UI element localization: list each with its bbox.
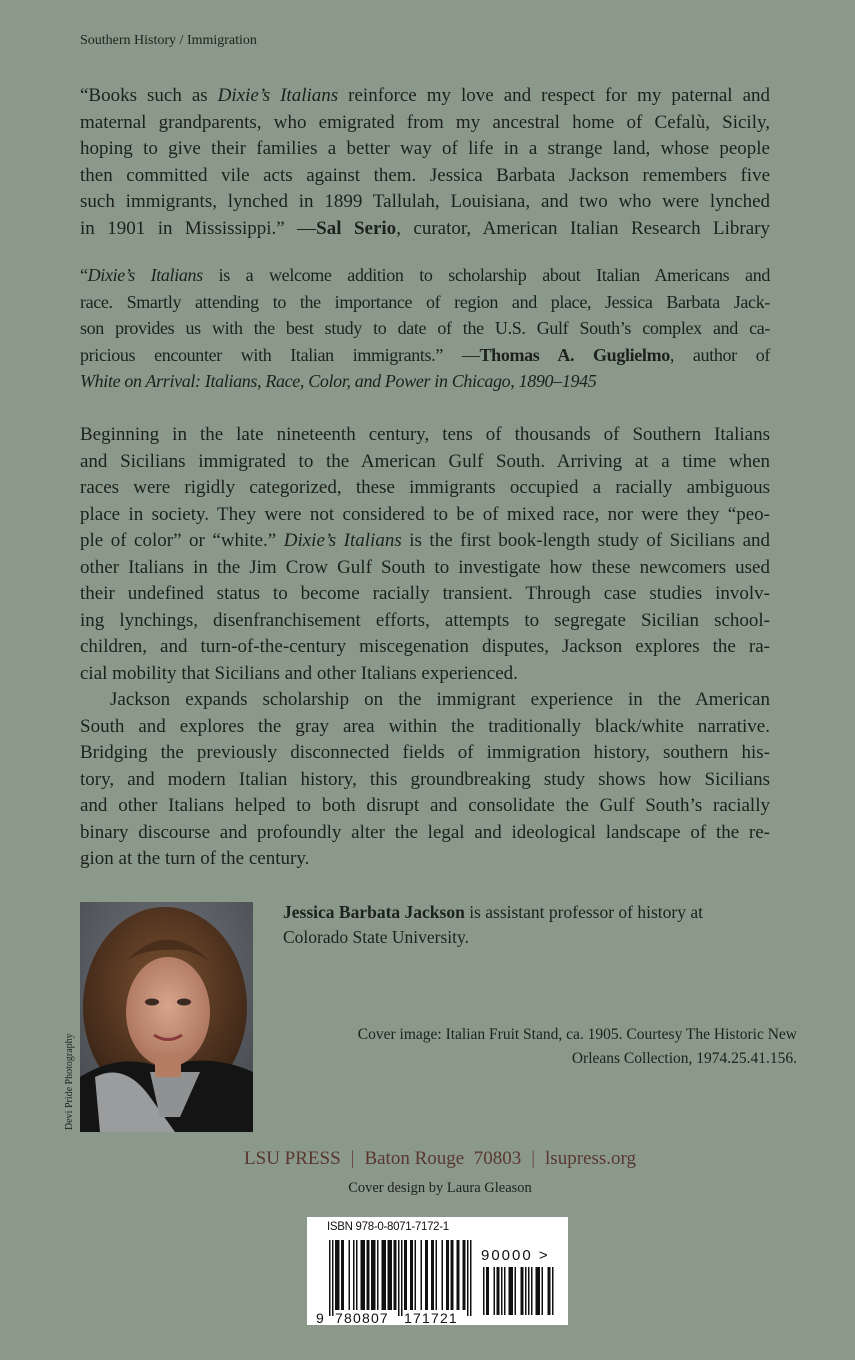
barcode-bar	[332, 1240, 334, 1316]
text-line	[80, 216, 770, 243]
italic-title: White on Arrival: Italians, Race, Color, and Power in Chicago, 1890–1945	[80, 371, 597, 391]
addon-bar	[537, 1267, 539, 1315]
text-line	[80, 528, 770, 555]
barcode-bar	[452, 1240, 454, 1310]
barcode-bar	[458, 1240, 460, 1310]
text-line	[80, 449, 770, 476]
barcode-bar	[382, 1240, 384, 1310]
addon-bar	[542, 1267, 544, 1315]
barcode-bar	[448, 1240, 450, 1310]
addon-bar	[525, 1267, 527, 1315]
text-line	[80, 475, 770, 502]
text-span: tory, and modern Italian history, this groundbreaking study shows how Sicilians	[80, 768, 770, 790]
text-span: Beginning in the late nineteenth century, tens of thousands of Southern Italians	[80, 424, 770, 445]
barcode-bar	[412, 1240, 414, 1310]
text-line	[80, 262, 770, 289]
barcode-bar	[421, 1240, 423, 1310]
barcode-bar	[433, 1240, 435, 1310]
author-bio-line2: Colorado State University.	[283, 927, 469, 947]
publisher-website: lsupress.org	[545, 1148, 636, 1169]
addon-bar	[549, 1267, 551, 1315]
text-span: binary discourse and profoundly alter the legal and ideological landscape of the re-	[80, 821, 770, 843]
text-span: such immigrants, lynched in 1899 Tallulah, Louisiana, and two who were lynched	[80, 191, 770, 212]
text-span: Bridging the previously disconnected fields of immigration history, southern his-	[80, 742, 770, 763]
barcode-bar	[329, 1240, 331, 1316]
text-line	[80, 110, 770, 137]
barcode-bar	[398, 1240, 400, 1316]
addon-bar	[494, 1267, 496, 1315]
text-line	[80, 555, 770, 582]
text-span: race. Smartly attending to the importance of region and place, Jessica Barbata Jack-	[80, 291, 770, 312]
text-span: “	[80, 265, 88, 285]
addon-bar	[497, 1267, 499, 1315]
text-span: ing lynchings, disenfranchisement efforts, attempts to segregate Sicilian school-	[80, 609, 770, 631]
addon-bar	[548, 1267, 550, 1315]
text-span: Jackson expands scholarship on the immigrant experience in the American	[110, 689, 770, 710]
text-span: , curator, American Italian Research Library	[396, 217, 771, 239]
barcode-bar	[353, 1240, 355, 1310]
barcode-bar	[442, 1240, 444, 1310]
publisher-city: Baton Rouge 70803	[364, 1148, 522, 1169]
text-line	[80, 740, 770, 767]
text-line	[80, 83, 770, 110]
text-span: their undefined status to become racially transient. Through case studies involv-	[80, 583, 770, 604]
text-line	[80, 136, 770, 163]
barcode-bar	[337, 1240, 339, 1310]
text-line	[80, 687, 770, 714]
text-line	[80, 289, 770, 316]
addon-bar	[512, 1267, 514, 1315]
barcode-bar	[457, 1240, 459, 1310]
barcode-bar	[341, 1240, 343, 1310]
endorsement-quote-guglielmo	[80, 262, 770, 395]
text-span: hoping to give their families a better way of life in a strange land, whose people	[80, 138, 770, 159]
barcode-bar	[470, 1240, 472, 1316]
publisher-name: LSU PRESS	[244, 1148, 341, 1169]
italic-title: Dixie’s Italians	[217, 85, 339, 106]
barcode-bar	[406, 1240, 408, 1310]
text-line	[80, 422, 770, 449]
addon-bar	[521, 1267, 523, 1315]
addon-bar	[488, 1267, 490, 1315]
barcode-bar	[395, 1240, 397, 1310]
italic-title: Dixie’s Italians	[87, 265, 203, 285]
text-line	[80, 581, 770, 608]
barcode-bar	[374, 1240, 376, 1310]
barcode-digits: 171721	[404, 1310, 458, 1325]
addon-bar	[509, 1267, 511, 1315]
bold-name: Sal Serio	[316, 217, 397, 239]
text-line	[80, 793, 770, 820]
addon-bar	[504, 1267, 506, 1315]
cover-design-credit: Cover design by Laura Gleason	[348, 1180, 532, 1196]
barcode-bar	[467, 1240, 469, 1316]
text-span: South and explores the gray area within the traditionally black/white narrative.	[80, 715, 770, 737]
author-bio	[283, 900, 783, 950]
isbn-barcode	[307, 1217, 568, 1325]
author-photo	[80, 902, 253, 1132]
barcode-bar	[446, 1240, 448, 1310]
text-span: and other Italians helped to both disrupt and consolidate the Gulf South’s racially	[80, 795, 770, 816]
addon-bar	[531, 1267, 533, 1315]
text-line	[80, 608, 770, 635]
text-span: ple of color” or “white.”	[80, 530, 284, 551]
bold-name: Thomas A. Guglielmo	[479, 344, 670, 365]
barcode-bar	[431, 1240, 433, 1310]
barcode-bar	[385, 1240, 387, 1310]
text-span: maternal grandparents, who emigrated from my ancestral home of Cefalù, Sicily,	[80, 111, 770, 133]
text-span: is the first book-length study of Sicilians and	[401, 530, 771, 551]
text-span: gion at the turn of the century.	[80, 848, 310, 869]
text-span: son provides us with the best study to date of the U.S. Gulf South’s complex and ca-	[80, 318, 770, 338]
author-bio-text: is assistant professor of history at	[464, 902, 703, 922]
text-line	[80, 502, 770, 529]
barcode-bar	[389, 1240, 391, 1310]
text-span: “Books such as	[80, 85, 218, 106]
text-line	[80, 189, 770, 216]
barcode-bar	[335, 1240, 337, 1310]
barcode-bar	[361, 1240, 363, 1310]
text-span: is a welcome addition to scholarship about Italian Americans and	[202, 265, 770, 285]
barcode-bar	[338, 1240, 340, 1310]
text-span: and Sicilians immigrated to the American Gulf South. Arriving at a time when	[80, 450, 770, 472]
publisher-line	[0, 1148, 855, 1170]
barcode-bar	[451, 1240, 453, 1310]
separator: |	[531, 1148, 536, 1169]
barcode-bar	[427, 1240, 429, 1310]
text-line	[80, 846, 770, 873]
barcode-bar	[383, 1240, 385, 1310]
isbn-label: ISBN 978-0-8071-7172-1	[327, 1221, 449, 1233]
addon-bar	[486, 1267, 488, 1315]
barcode-bar	[415, 1240, 417, 1310]
endorsement-quote-serio	[80, 83, 770, 242]
text-span: in 1901 in Mississippi.” —	[80, 217, 317, 239]
author-name: Jessica Barbata Jackson	[283, 902, 465, 922]
addon-bar	[501, 1267, 503, 1315]
text-span: other Italians in the Jim Crow Gulf South to investigate how these newcomers used	[80, 556, 770, 578]
barcode-bar	[425, 1240, 427, 1310]
addon-bar	[498, 1267, 500, 1315]
barcode-bar	[394, 1240, 396, 1310]
cover-credit-line1: Cover image: Italian Fruit Stand, ca. 1905. Courtesy The Historic New	[357, 1026, 797, 1043]
addon-bar	[522, 1267, 524, 1315]
barcode-bar	[364, 1240, 366, 1310]
barcode-bar	[349, 1240, 351, 1310]
text-span: cial mobility that Sicilians and other Italians experienced.	[80, 662, 518, 684]
text-span: children, and turn-of-the-century miscegenation disputes, Jackson explores the ra-	[80, 636, 770, 657]
photo-credit: Devi Pride Photography	[64, 1033, 75, 1130]
barcode-digits: 780807	[335, 1310, 389, 1325]
barcode-bar	[367, 1240, 369, 1310]
text-span: reinforce my love and respect for my paternal and	[338, 85, 771, 106]
text-line	[80, 661, 770, 688]
text-span: , author of	[669, 344, 770, 365]
barcode-bar	[410, 1240, 412, 1310]
text-span: then committed vile acts against them. Jessica Barbata Jackson remembers five	[80, 164, 770, 186]
text-line	[80, 163, 770, 190]
cover-credit-line2: Orleans Collection, 1974.25.41.156.	[571, 1050, 797, 1067]
addon-bar	[539, 1267, 541, 1315]
addon-bar	[528, 1267, 530, 1315]
addon-bar	[483, 1267, 485, 1315]
text-span: place in society. They were not considered to be of mixed race, nor were they “peo-	[80, 503, 770, 525]
barcode-bar	[371, 1240, 373, 1310]
text-line	[80, 767, 770, 794]
barcode-bars	[307, 1217, 568, 1325]
text-line	[80, 342, 770, 369]
addon-bar	[552, 1267, 554, 1315]
text-span: pricious encounter with Italian immigrants.” —	[80, 344, 480, 365]
barcode-bar	[373, 1240, 375, 1310]
text-line	[80, 634, 770, 661]
cover-image-credit	[317, 1023, 797, 1071]
barcode-bar	[401, 1240, 403, 1316]
barcode-bar	[368, 1240, 370, 1310]
addon-bar	[536, 1267, 538, 1315]
barcode-bar	[388, 1240, 390, 1310]
italic-title: Dixie’s Italians	[283, 530, 402, 551]
barcode-bar	[377, 1240, 379, 1310]
addon-bar	[515, 1267, 517, 1315]
text-line	[80, 315, 770, 342]
description-paragraph-1	[80, 422, 770, 687]
barcode-bar	[391, 1240, 393, 1310]
separator: |	[350, 1148, 355, 1169]
text-span: races were rigidly categorized, these immigrants occupied a racially ambiguous	[80, 477, 770, 498]
text-line	[80, 368, 770, 395]
barcode-bar	[463, 1240, 465, 1310]
barcode-bar	[356, 1240, 358, 1310]
description-paragraph-2	[80, 687, 770, 873]
barcode-bar	[404, 1240, 406, 1310]
text-line	[80, 714, 770, 741]
addon-bar	[510, 1267, 512, 1315]
barcode-digits: 9	[316, 1310, 325, 1325]
price-addon-label: 90000 >	[481, 1247, 550, 1264]
text-line	[80, 820, 770, 847]
barcode-bar	[343, 1240, 345, 1310]
barcode-bar	[436, 1240, 438, 1310]
barcode-bar	[464, 1240, 466, 1310]
category-label: Southern History / Immigration	[80, 33, 257, 48]
barcode-bar	[362, 1240, 364, 1310]
